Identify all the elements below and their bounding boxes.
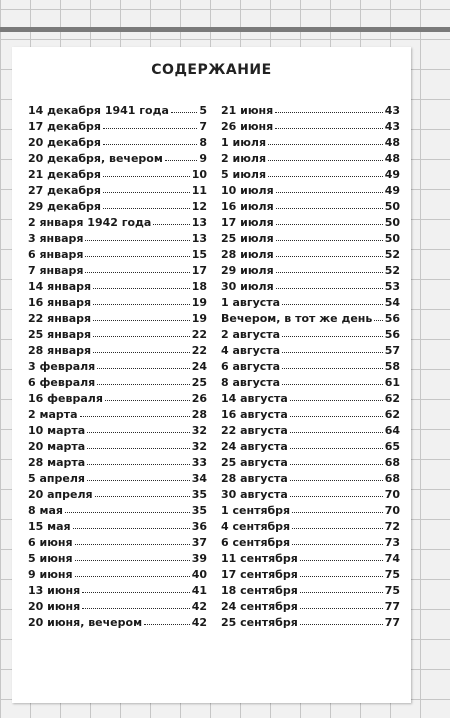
toc-entry-label: 2 января 1942 года xyxy=(28,216,152,229)
toc-entry-label: 28 августа xyxy=(221,472,288,485)
toc-entry-label: 14 августа xyxy=(221,392,288,405)
toc-entry-label: 17 июля xyxy=(221,216,274,229)
dot-leader xyxy=(82,608,189,609)
dot-leader xyxy=(300,560,383,561)
dot-leader xyxy=(93,304,190,305)
dot-leader xyxy=(276,288,383,289)
toc-entry[interactable] xyxy=(28,503,207,519)
toc-entry-page-number: 40 xyxy=(191,568,207,581)
toc-entry[interactable] xyxy=(221,247,400,263)
dot-leader xyxy=(300,624,383,625)
toc-entry-page-number: 48 xyxy=(384,136,400,149)
dot-leader xyxy=(103,208,190,209)
toc-entry-page-number: 57 xyxy=(384,344,400,357)
toc-entry[interactable] xyxy=(28,599,207,615)
toc-entry-page-number: 19 xyxy=(191,296,207,309)
toc-entry-page-number: 24 xyxy=(191,360,207,373)
toc-entry-page-number: 37 xyxy=(191,536,207,549)
toc-entry-label: 22 января xyxy=(28,312,92,325)
dot-leader xyxy=(290,432,383,433)
dot-leader xyxy=(282,336,383,337)
toc-entry-label: 11 сентября xyxy=(221,552,298,565)
toc-entry-page-number: 35 xyxy=(191,504,207,517)
dot-leader xyxy=(268,176,383,177)
toc-entry-label: 27 декабря xyxy=(28,184,101,197)
toc-entry-label: 28 января xyxy=(28,344,92,357)
dot-leader xyxy=(93,288,190,289)
dot-leader xyxy=(276,240,383,241)
dot-leader xyxy=(276,256,383,257)
toc-entry-label: 28 марта xyxy=(28,456,86,469)
toc-entry[interactable] xyxy=(28,231,207,247)
toc-entry-page-number: 77 xyxy=(384,600,400,613)
toc-entry[interactable] xyxy=(28,471,207,487)
toc-entry-page-number: 22 xyxy=(191,344,207,357)
toc-entry[interactable] xyxy=(221,391,400,407)
toc-entry-page-number: 52 xyxy=(384,264,400,277)
toc-entry[interactable] xyxy=(221,583,400,599)
dot-leader xyxy=(292,528,383,529)
toc-entry-label: 26 июня xyxy=(221,120,274,133)
toc-entry-page-number: 11 xyxy=(191,184,207,197)
toc-entry[interactable] xyxy=(28,311,207,327)
toc-entry-label: 20 марта xyxy=(28,440,86,453)
toc-entry-label: 29 декабря xyxy=(28,200,101,213)
toc-entry-page-number: 68 xyxy=(384,456,400,469)
toc-entry[interactable] xyxy=(28,103,207,119)
toc-entry-page-number: 62 xyxy=(384,392,400,405)
toc-entry-label: 15 мая xyxy=(28,520,71,533)
dot-leader xyxy=(103,192,190,193)
toc-entry-page-number: 56 xyxy=(384,312,400,325)
toc-entry-label: 5 апреля xyxy=(28,472,85,485)
dot-leader xyxy=(97,368,189,369)
toc-entry-page-number: 34 xyxy=(191,472,207,485)
toc-entry-page-number: 43 xyxy=(384,104,400,117)
toc-entry-page-number: 33 xyxy=(191,456,207,469)
toc-entry-label: 18 сентября xyxy=(221,584,298,597)
toc-entry-label: 9 июня xyxy=(28,568,73,581)
toc-entry-page-number: 15 xyxy=(191,248,207,261)
dot-leader xyxy=(300,608,383,609)
dot-leader xyxy=(268,160,383,161)
dot-leader xyxy=(290,480,383,481)
toc-entry[interactable] xyxy=(28,263,207,279)
toc-entry-page-number: 53 xyxy=(384,280,400,293)
toc-entry[interactable] xyxy=(28,615,207,631)
dot-leader xyxy=(87,480,190,481)
dot-leader xyxy=(282,368,383,369)
toc-entry[interactable] xyxy=(221,279,400,295)
toc-entry-page-number: 22 xyxy=(191,328,207,341)
toc-entry-label: 3 февраля xyxy=(28,360,96,373)
toc-entry[interactable] xyxy=(28,423,207,439)
dot-leader xyxy=(374,320,382,321)
toc-entry-page-number: 42 xyxy=(191,600,207,613)
toc-entry-page-number: 48 xyxy=(384,152,400,165)
dot-leader xyxy=(268,144,383,145)
toc-entry-label: 6 сентября xyxy=(221,536,291,549)
dot-leader xyxy=(82,592,189,593)
toc-entry[interactable] xyxy=(221,551,400,567)
toc-entry-page-number: 73 xyxy=(384,536,400,549)
toc-entry-label: 8 мая xyxy=(28,504,63,517)
toc-entry[interactable] xyxy=(28,119,207,135)
dot-leader xyxy=(292,544,383,545)
toc-entry-label: 1 августа xyxy=(221,296,281,309)
toc-entry-page-number: 13 xyxy=(191,216,207,229)
dot-leader xyxy=(75,576,190,577)
toc-entry[interactable] xyxy=(28,455,207,471)
toc-entry[interactable] xyxy=(221,487,400,503)
toc-entry[interactable] xyxy=(28,215,207,231)
dot-leader xyxy=(75,560,190,561)
toc-entry-page-number: 70 xyxy=(384,488,400,501)
toc-entry-label: 22 августа xyxy=(221,424,288,437)
toc-entry-label: 16 августа xyxy=(221,408,288,421)
toc-entry-label: 5 июня xyxy=(28,552,73,565)
toc-entry[interactable] xyxy=(28,135,207,151)
toc-entry-page-number: 13 xyxy=(191,232,207,245)
toc-entry[interactable] xyxy=(28,295,207,311)
toc-entry-page-number: 25 xyxy=(191,376,207,389)
dot-leader xyxy=(153,224,189,225)
contents-column-right xyxy=(221,103,400,631)
toc-entry[interactable] xyxy=(28,279,207,295)
toc-entry[interactable] xyxy=(221,535,400,551)
toc-entry[interactable] xyxy=(28,167,207,183)
toc-entry-page-number: 41 xyxy=(191,584,207,597)
toc-entry-page-number: 18 xyxy=(191,280,207,293)
toc-entry-label: 5 июля xyxy=(221,168,267,181)
toc-entry[interactable] xyxy=(28,583,207,599)
dot-leader xyxy=(103,176,190,177)
toc-entry-label: 28 июля xyxy=(221,248,274,261)
toc-entry-page-number: 61 xyxy=(384,376,400,389)
toc-entry-label: 21 июня xyxy=(221,104,274,117)
dot-leader xyxy=(282,352,383,353)
dot-leader xyxy=(282,384,383,385)
dot-leader xyxy=(85,256,189,257)
toc-entry-page-number: 9 xyxy=(199,152,207,165)
dot-leader xyxy=(85,240,189,241)
toc-entry-label: 16 февраля xyxy=(28,392,103,405)
toc-entry-page-number: 10 xyxy=(191,168,207,181)
toc-entry[interactable] xyxy=(221,423,400,439)
dot-leader xyxy=(87,464,189,465)
dot-leader xyxy=(103,128,197,129)
toc-entry[interactable] xyxy=(221,359,400,375)
toc-entry-label: 13 июня xyxy=(28,584,81,597)
toc-entry-page-number: 75 xyxy=(384,584,400,597)
dot-leader xyxy=(290,464,383,465)
toc-entry-label: 16 января xyxy=(28,296,92,309)
toc-entry[interactable] xyxy=(28,567,207,583)
toc-entry[interactable] xyxy=(221,343,400,359)
toc-entry[interactable] xyxy=(221,519,400,535)
toc-entry[interactable] xyxy=(28,375,207,391)
toc-entry[interactable] xyxy=(28,439,207,455)
toc-entry-page-number: 72 xyxy=(384,520,400,533)
contents-column-left xyxy=(28,103,207,631)
dot-leader xyxy=(292,512,383,513)
toc-entry-page-number: 49 xyxy=(384,168,400,181)
dot-leader xyxy=(75,544,190,545)
toc-entry-label: 25 сентября xyxy=(221,616,298,629)
dot-leader xyxy=(275,112,382,113)
toc-entry-label: 2 марта xyxy=(28,408,78,421)
toc-entry[interactable] xyxy=(28,183,207,199)
toc-entry[interactable] xyxy=(221,103,400,119)
dot-leader xyxy=(282,304,383,305)
toc-entry[interactable] xyxy=(221,263,400,279)
toc-entry-page-number: 32 xyxy=(191,440,207,453)
toc-entry-page-number: 50 xyxy=(384,200,400,213)
toc-entry[interactable] xyxy=(28,247,207,263)
toc-entry-page-number: 50 xyxy=(384,216,400,229)
dot-leader xyxy=(300,576,383,577)
toc-entry-label: 10 июля xyxy=(221,184,274,197)
dot-leader xyxy=(290,416,383,417)
toc-entry-label: 1 сентября xyxy=(221,504,291,517)
dot-leader xyxy=(73,528,190,529)
toc-entry-label: 6 января xyxy=(28,248,84,261)
dot-leader xyxy=(105,400,190,401)
toc-entry-label: 17 сентября xyxy=(221,568,298,581)
toc-entry[interactable] xyxy=(28,535,207,551)
toc-entry-label: 20 декабря, вечером xyxy=(28,152,163,165)
toc-entry[interactable] xyxy=(221,295,400,311)
toc-entry[interactable] xyxy=(28,407,207,423)
toc-entry-label: 7 января xyxy=(28,264,84,277)
toc-entry-label: 4 сентября xyxy=(221,520,291,533)
toc-entry-label: 25 августа xyxy=(221,456,288,469)
toc-entry[interactable] xyxy=(221,615,400,631)
toc-entry-page-number: 28 xyxy=(191,408,207,421)
toc-entry[interactable] xyxy=(221,135,400,151)
top-divider-bar xyxy=(0,27,450,32)
toc-entry-label: 1 июля xyxy=(221,136,267,149)
toc-entry[interactable] xyxy=(221,167,400,183)
toc-entry-page-number: 74 xyxy=(384,552,400,565)
toc-entry[interactable] xyxy=(28,343,207,359)
toc-entry-page-number: 26 xyxy=(191,392,207,405)
toc-entry-page-number: 49 xyxy=(384,184,400,197)
toc-entry[interactable] xyxy=(221,183,400,199)
toc-entry-page-number: 8 xyxy=(199,136,207,149)
toc-entry-label: 2 августа xyxy=(221,328,281,341)
dot-leader xyxy=(93,336,190,337)
toc-entry-page-number: 50 xyxy=(384,232,400,245)
toc-entry-page-number: 64 xyxy=(384,424,400,437)
toc-entry-label: 29 июля xyxy=(221,264,274,277)
toc-entry[interactable] xyxy=(221,407,400,423)
toc-entry-label: 17 декабря xyxy=(28,120,101,133)
toc-entry[interactable] xyxy=(28,151,207,167)
toc-entry-label: 20 декабря xyxy=(28,136,101,149)
toc-entry-label: 30 августа xyxy=(221,488,288,501)
toc-entry-page-number: 77 xyxy=(384,616,400,629)
dot-leader xyxy=(275,128,382,129)
dot-leader xyxy=(85,272,189,273)
toc-entry-label: 24 сентября xyxy=(221,600,298,613)
toc-entry-label: 8 августа xyxy=(221,376,281,389)
toc-entry-page-number: 62 xyxy=(384,408,400,421)
toc-entry-page-number: 65 xyxy=(384,440,400,453)
dot-leader xyxy=(80,416,190,417)
toc-entry-label: 20 июня xyxy=(28,600,81,613)
dot-leader xyxy=(276,192,383,193)
toc-entry-page-number: 42 xyxy=(191,616,207,629)
toc-entry-page-number: 43 xyxy=(384,120,400,133)
toc-entry[interactable] xyxy=(28,551,207,567)
toc-entry[interactable] xyxy=(221,119,400,135)
toc-entry-label: 25 июля xyxy=(221,232,274,245)
toc-entry-page-number: 19 xyxy=(191,312,207,325)
dot-leader xyxy=(93,320,190,321)
toc-entry[interactable] xyxy=(28,199,207,215)
toc-entry-page-number: 36 xyxy=(191,520,207,533)
toc-entry[interactable] xyxy=(28,327,207,343)
dot-leader xyxy=(300,592,383,593)
toc-entry-label: 20 апреля xyxy=(28,488,93,501)
toc-entry-page-number: 54 xyxy=(384,296,400,309)
toc-entry[interactable] xyxy=(221,151,400,167)
toc-entry-label: 25 января xyxy=(28,328,92,341)
dot-leader xyxy=(93,352,190,353)
toc-entry-page-number: 75 xyxy=(384,568,400,581)
toc-entry-page-number: 12 xyxy=(191,200,207,213)
toc-entry-page-number: 68 xyxy=(384,472,400,485)
toc-entry-label: 4 августа xyxy=(221,344,281,357)
toc-entry-label: 20 июня, вечером xyxy=(28,616,143,629)
toc-entry-label: 21 декабря xyxy=(28,168,101,181)
dot-leader xyxy=(290,496,383,497)
toc-entry-page-number: 39 xyxy=(191,552,207,565)
toc-entry-label: 14 декабря 1941 года xyxy=(28,104,169,117)
toc-entry[interactable] xyxy=(221,231,400,247)
toc-entry-label: 16 июля xyxy=(221,200,274,213)
toc-entry-page-number: 5 xyxy=(199,104,207,117)
toc-entry-label: 6 июня xyxy=(28,536,73,549)
toc-entry-page-number: 70 xyxy=(384,504,400,517)
page-title: СОДЕРЖАНИЕ xyxy=(151,62,272,78)
toc-entry[interactable] xyxy=(221,375,400,391)
dot-leader xyxy=(95,496,190,497)
toc-entry[interactable] xyxy=(28,519,207,535)
toc-entry-page-number: 7 xyxy=(199,120,207,133)
dot-leader xyxy=(290,448,383,449)
dot-leader xyxy=(290,400,383,401)
toc-entry[interactable] xyxy=(221,599,400,615)
dot-leader xyxy=(276,224,383,225)
toc-entry[interactable] xyxy=(221,455,400,471)
toc-entry-label: 6 августа xyxy=(221,360,281,373)
toc-entry-label: 10 марта xyxy=(28,424,86,437)
toc-entry-label: 30 июля xyxy=(221,280,274,293)
dot-leader xyxy=(276,208,383,209)
contents-page xyxy=(12,47,411,703)
dot-leader xyxy=(165,160,197,161)
toc-entry[interactable] xyxy=(221,567,400,583)
dot-leader xyxy=(276,272,383,273)
toc-entry[interactable] xyxy=(221,503,400,519)
toc-entry-page-number: 58 xyxy=(384,360,400,373)
toc-entry[interactable] xyxy=(221,215,400,231)
toc-entry-label: 14 января xyxy=(28,280,92,293)
toc-entry[interactable] xyxy=(221,311,400,327)
toc-entry-page-number: 56 xyxy=(384,328,400,341)
toc-entry-label: 6 февраля xyxy=(28,376,96,389)
dot-leader xyxy=(65,512,190,513)
toc-entry-label: 2 июля xyxy=(221,152,267,165)
toc-entry-page-number: 32 xyxy=(191,424,207,437)
toc-entry[interactable] xyxy=(28,359,207,375)
toc-entry-page-number: 35 xyxy=(191,488,207,501)
toc-entry-label: Вечером, в тот же день xyxy=(221,312,373,325)
toc-entry-page-number: 52 xyxy=(384,248,400,261)
dot-leader xyxy=(97,384,189,385)
dot-leader xyxy=(87,432,189,433)
toc-entry[interactable] xyxy=(221,327,400,343)
toc-entry[interactable] xyxy=(221,471,400,487)
toc-entry[interactable] xyxy=(28,391,207,407)
toc-entry-label: 24 августа xyxy=(221,440,288,453)
toc-entry-label: 3 января xyxy=(28,232,84,245)
dot-leader xyxy=(87,448,189,449)
toc-entry[interactable] xyxy=(221,439,400,455)
dot-leader xyxy=(103,144,197,145)
dot-leader xyxy=(144,624,190,625)
toc-entry[interactable] xyxy=(28,487,207,503)
dot-leader xyxy=(171,112,197,113)
toc-entry[interactable] xyxy=(221,199,400,215)
toc-entry-page-number: 17 xyxy=(191,264,207,277)
